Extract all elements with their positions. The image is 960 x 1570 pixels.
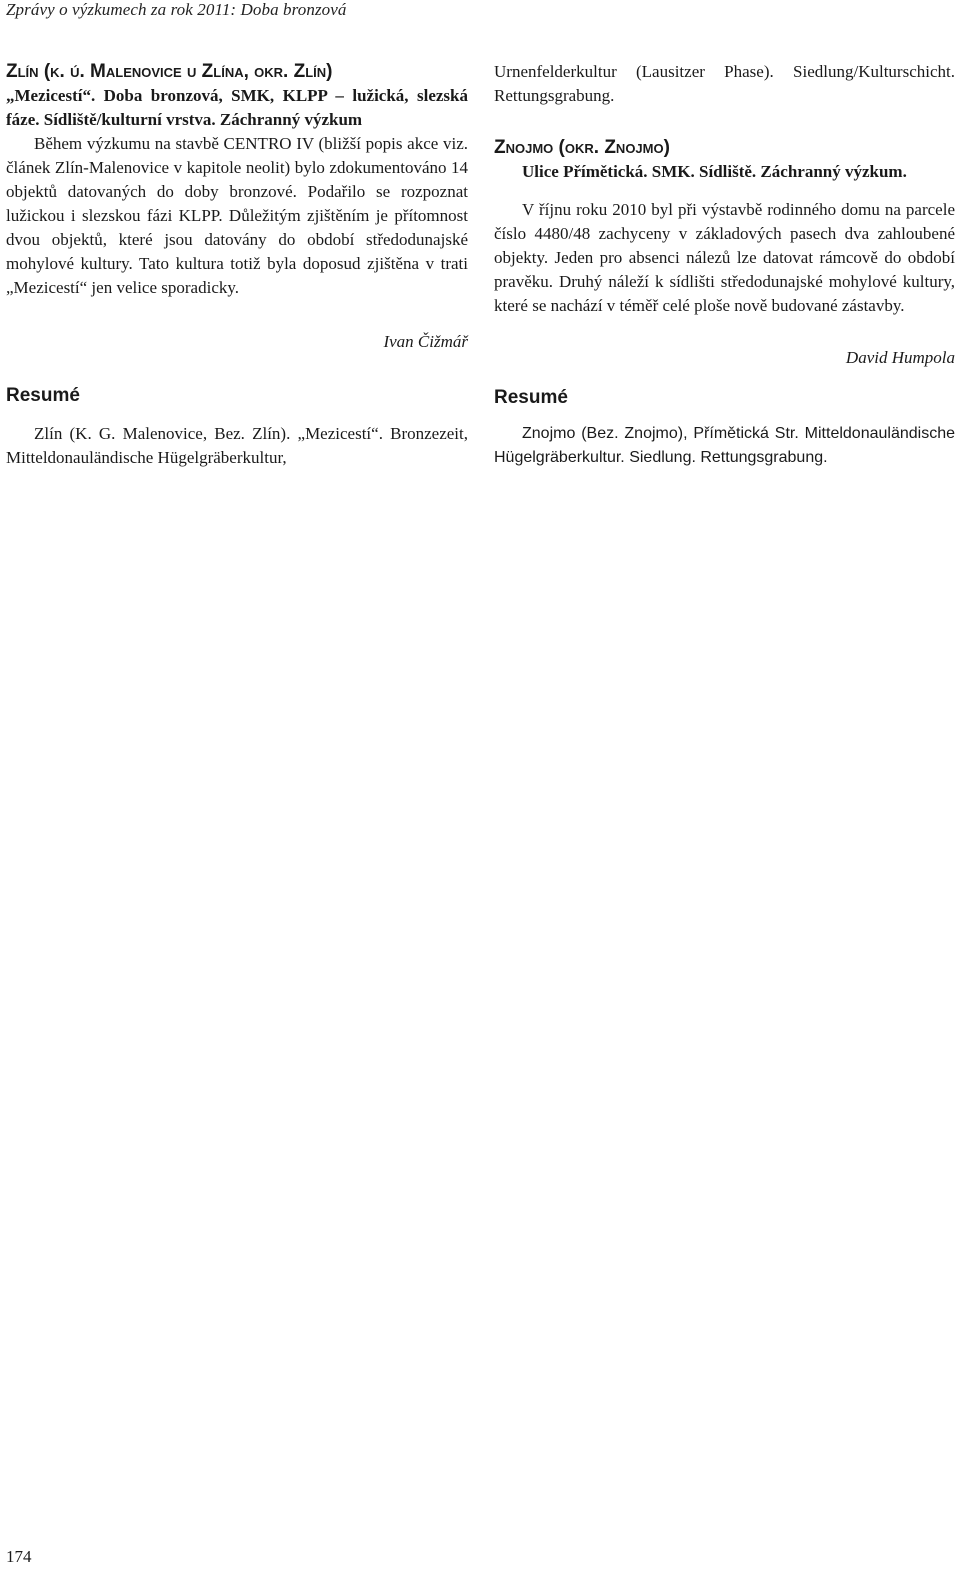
- resume-heading-zlin: Resumé: [6, 385, 80, 406]
- page-number: 174: [6, 1547, 32, 1566]
- running-header: Zprávy o výzkumech za rok 2011: Doba bronzová: [6, 0, 347, 19]
- resume-text-znojmo: Znojmo (Bez. Znojmo), Přímětická Str. Mitteldonauländische Hügelgräberkultur. Siedlung. Rettungsgrabung.: [494, 425, 955, 466]
- entry-body-znojmo: V říjnu roku 2010 byl při výstavbě rodinného domu na parcele číslo 4480/48 zachyceny v základových pasech dva zahloubené objekty. Jeden pro absenci nálezů lze datovat rámcově do období pravěku. Druhý náleží k sídlišti středodunajské mohylové kultury, které se nachází v téměř celé ploše nově budované zástavby.: [494, 200, 955, 315]
- resume-continuation-zlin: Urnenfelderkultur (Lausitzer Phase). Siedlung/Kulturschicht. Rettungsgrabung.: [494, 62, 955, 105]
- entry-title-znojmo: Znojmo (okr. Znojmo): [494, 137, 670, 158]
- resume-text-zlin: Zlín (K. G. Malenovice, Bez. Zlín). „Mezicestí“. Bronzezeit, Mitteldonauländische Hügelgräberkultur,: [6, 424, 468, 467]
- entry-subtitle-znojmo: Ulice Přímětická. SMK. Sídliště. Záchranný výzkum.: [522, 162, 907, 181]
- entry-title-zlin: Zlín (k. ú. Malenovice u Zlína, okr. Zlín): [6, 61, 333, 82]
- author-zlin: Ivan Čižmář: [383, 332, 468, 351]
- author-znojmo: David Humpola: [845, 348, 955, 367]
- right-column: [494, 60, 955, 470]
- entry-subtitle-zlin: „Mezicestí“. Doba bronzová, SMK, KLPP – lužická, slezská fáze. Sídliště/kulturní vrstva. Záchranný výzkum: [6, 86, 468, 129]
- entry-body-zlin: Během výzkumu na stavbě CENTRO IV (bližší popis akce viz. článek Zlín-Malenovice v kapitole neolit) bylo zdokumentováno 14 objektů datovaných do doby bronzové. Podařilo se rozpoznat lužickou i slezskou fázi KLPP. Důležitým zjištěním je přítomnost dvou objektů, které jsou datovány do období středodunajské mohylové kultury. Tato kultura totiž byla doposud zjištěna v trati „Mezicestí“ jen velice sporadicky.: [6, 134, 468, 297]
- resume-heading-znojmo: Resumé: [494, 387, 568, 408]
- left-column: [6, 60, 468, 470]
